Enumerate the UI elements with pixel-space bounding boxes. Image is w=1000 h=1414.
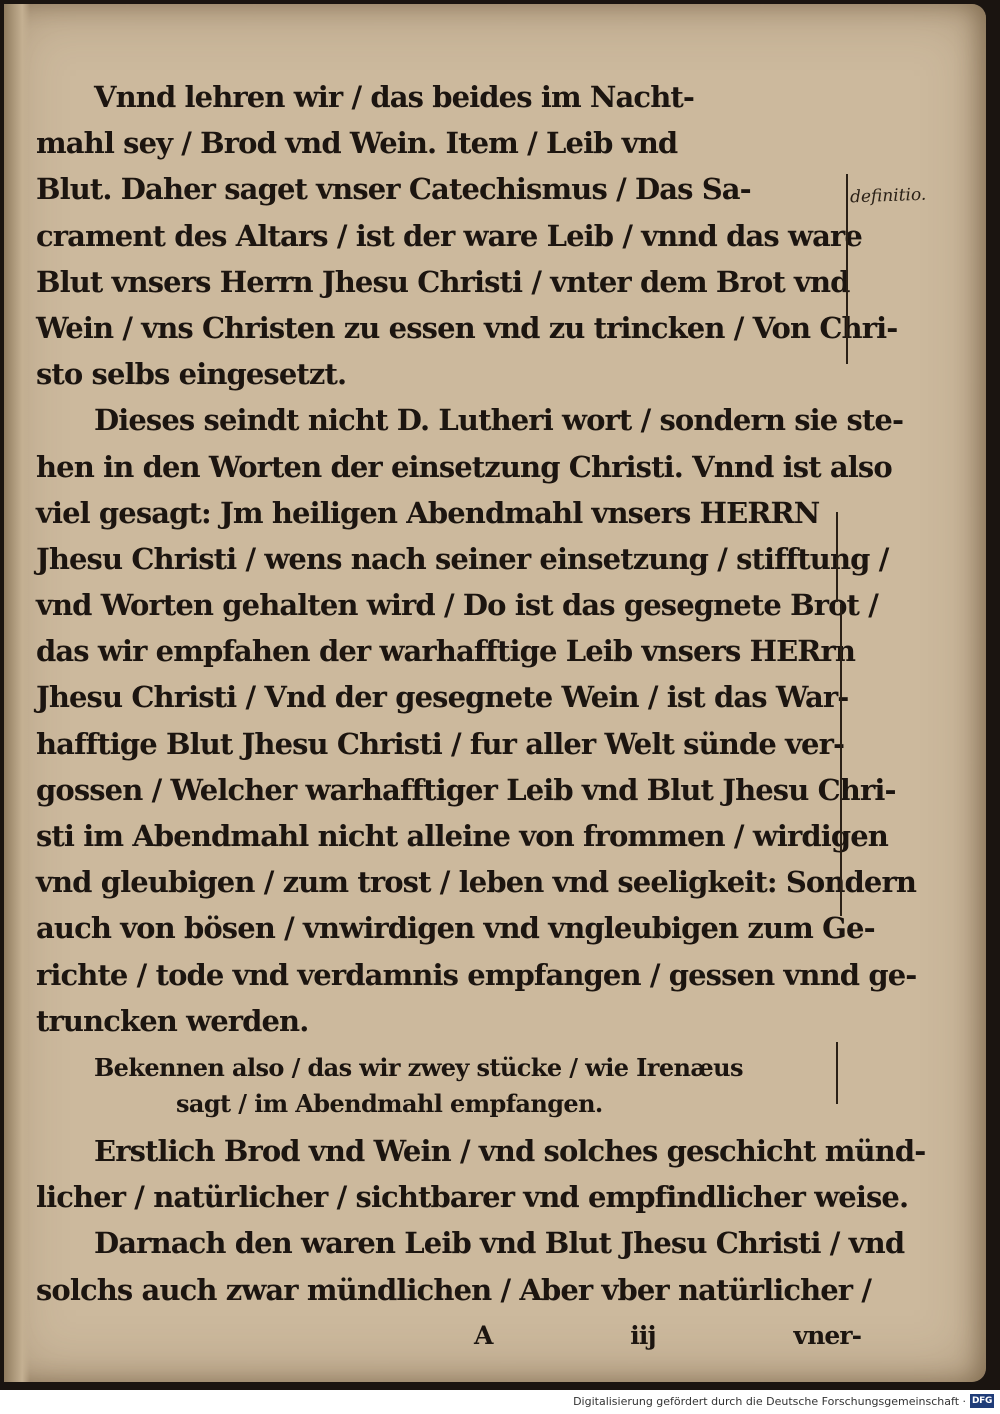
footer-bar <box>0 1390 1000 1414</box>
page-gutter-shadow <box>4 4 30 1382</box>
margin-bracket <box>834 604 842 916</box>
dfg-logo: DFG <box>971 1396 993 1406</box>
text-line: gossen / Welcher warhafftiger Leib vnd Blut Jhesu Chri- <box>36 772 896 807</box>
margin-bracket <box>830 512 838 602</box>
text-line: Jhesu Christi / wens nach seiner einsetzung / stifftung / <box>36 541 889 576</box>
text-line: sto selbs eingesetzt. <box>36 357 347 392</box>
text-line: richte / tode vnd verdamnis empfangen / gessen vnnd ge- <box>36 957 917 992</box>
text-line: Dieses seindt nicht D. Lutheri wort / sondern sie ste- <box>94 403 904 438</box>
text-line: das wir empfahen der warhafftige Leib vnsers HERrn <box>36 634 856 669</box>
text-line: Erstlich Brod vnd Wein / vnd solches geschicht münd- <box>94 1133 926 1168</box>
text-line: vnd Worten gehalten wird / Do ist das gesegnete Brot / <box>36 588 878 623</box>
funding-credit: Digitalisierung gefördert durch die Deutsche Forschungsgemeinschaft · <box>573 1395 966 1408</box>
heading-line: Bekennen also / das wir zwey stücke / wie Irenæus <box>94 1052 743 1082</box>
text-line: truncken werden. <box>36 1003 309 1038</box>
text-line: crament des Altars / ist der ware Leib / vnnd das ware <box>36 218 862 253</box>
handwritten-margin-note: definitio. <box>849 184 927 208</box>
text-line: Jhesu Christi / Vnd der gesegnete Wein / ist das War- <box>36 680 849 715</box>
text-line: hafftige Blut Jhesu Christi / fur aller Welt sünde ver- <box>36 726 845 761</box>
text-line: Wein / vns Christen zu essen vnd zu trincken / Von Chri- <box>36 310 898 345</box>
signature-mark: A iij <box>474 1320 656 1350</box>
book-page <box>4 4 986 1382</box>
text-line: sti im Abendmahl nicht alleine von frommen / wirdigen <box>36 819 888 853</box>
text-line: solchs auch zwar mündlichen / Aber vber natürlicher / <box>36 1272 872 1307</box>
text-line: Blut vnsers Herrn Jhesu Christi / vnter dem Brot vnd <box>36 264 850 299</box>
heading-line: sagt / im Abendmahl empfangen. <box>176 1088 603 1118</box>
text-line: auch von bösen / vnwirdigen vnd vngleubigen zum Ge- <box>36 911 875 946</box>
text-line: licher / natürlicher / sichtbarer vnd empfindlicher weise. <box>36 1180 909 1215</box>
text-line: Blut. Daher saget vnser Catechismus / Das Sa- <box>36 172 751 207</box>
margin-bracket <box>840 174 848 364</box>
text-line: Vnnd lehren wir / das beides im Nacht- <box>94 80 695 114</box>
margin-bracket <box>830 1042 838 1104</box>
signature-line <box>36 1313 862 1359</box>
text-line: mahl sey / Brod vnd Wein. Item / Leib vnd <box>36 126 678 161</box>
text-line: hen in den Worten der einsetzung Christi. Vnnd ist also <box>36 449 892 484</box>
text-line: viel gesagt: Jm heiligen Abendmahl vnsers HERRN <box>36 495 820 530</box>
catchword: vner- <box>793 1320 862 1350</box>
text-line: vnd gleubigen / zum trost / leben vnd seeligkeit: Sondern <box>36 865 917 900</box>
text-line: Darnach den waren Leib vnd Blut Jhesu Christi / vnd <box>94 1226 905 1261</box>
